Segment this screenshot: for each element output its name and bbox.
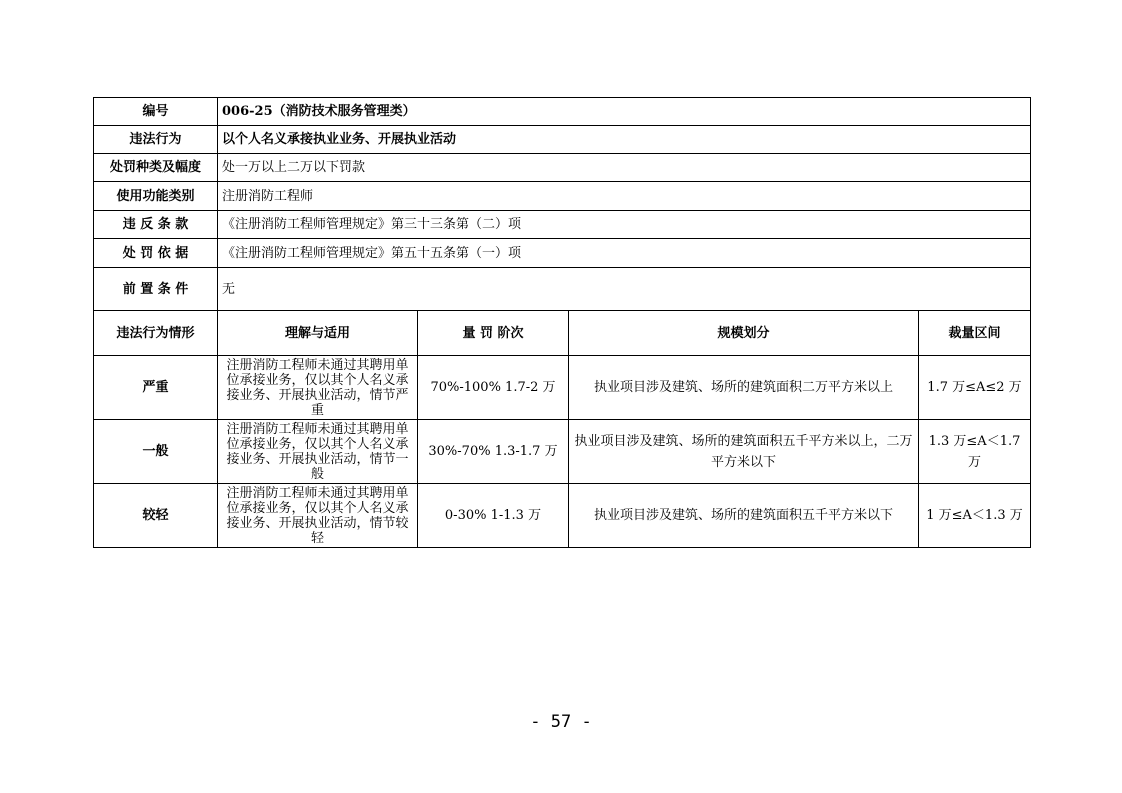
scale-cell: 执业项目涉及建筑、场所的建筑面积五千平方米以下 [569,484,919,548]
penalty-level-cell: 70%-100% 1.7-2 万 [418,356,569,420]
penalty-level-cell: 30%-70% 1.3-1.7 万 [418,420,569,484]
row-precondition [94,268,1031,311]
row-penalty-type [94,154,1031,182]
label-violation: 违法行为 [94,126,218,154]
value-penalty-type: 处一万以上二万以下罚款 [218,154,1031,182]
table-row [94,356,1031,420]
value-precondition: 无 [218,268,1031,311]
range-cell: 1.3 万≤A＜1.7 万 [919,420,1031,484]
penalty-level-cell: 0-30% 1-1.3 万 [418,484,569,548]
situation-cell: 较轻 [94,484,218,548]
header-penalty-level: 量 罚 阶次 [418,311,569,356]
row-code [94,98,1031,126]
value-function-category: 注册消防工程师 [218,182,1031,211]
range-cell: 1.7 万≤A≤2 万 [919,356,1031,420]
value-violated-clause: 《注册消防工程师管理规定》第三十三条第（二）项 [218,211,1031,239]
row-violation [94,126,1031,154]
header-understanding: 理解与适用 [218,311,418,356]
header-scale: 规模划分 [569,311,919,356]
label-function-category: 使用功能类别 [94,182,218,211]
penalty-table [93,97,1031,548]
understanding-cell: 注册消防工程师未通过其聘用单位承接业务，仅以其个人名义承接业务、开展执业活动，情节一般 [218,420,418,484]
situation-cell: 严重 [94,356,218,420]
value-violation: 以个人名义承接执业业务、开展执业活动 [218,126,1031,154]
table-row [94,420,1031,484]
grid-header-row [94,311,1031,356]
label-precondition: 前 置 条 件 [94,268,218,311]
scale-cell: 执业项目涉及建筑、场所的建筑面积二万平方米以上 [569,356,919,420]
situation-cell: 一般 [94,420,218,484]
label-violated-clause: 违 反 条 款 [94,211,218,239]
range-cell: 1 万≤A＜1.3 万 [919,484,1031,548]
scale-cell: 执业项目涉及建筑、场所的建筑面积五千平方米以上，二万平方米以下 [569,420,919,484]
page-number: - 57 - [530,712,592,732]
value-penalty-basis: 《注册消防工程师管理规定》第五十五条第（一）项 [218,239,1031,268]
label-code: 编号 [94,98,218,126]
understanding-cell: 注册消防工程师未通过其聘用单位承接业务，仅以其个人名义承接业务、开展执业活动，情节严重 [218,356,418,420]
value-code: 006-25（消防技术服务管理类） [218,98,1031,126]
understanding-cell: 注册消防工程师未通过其聘用单位承接业务，仅以其个人名义承接业务、开展执业活动，情节较轻 [218,484,418,548]
row-function-category [94,182,1031,211]
row-violated-clause [94,211,1031,239]
label-penalty-type: 处罚种类及幅度 [94,154,218,182]
label-penalty-basis: 处 罚 依 据 [94,239,218,268]
table-row [94,484,1031,548]
header-range: 裁量区间 [919,311,1031,356]
header-situation: 违法行为情形 [94,311,218,356]
row-penalty-basis [94,239,1031,268]
